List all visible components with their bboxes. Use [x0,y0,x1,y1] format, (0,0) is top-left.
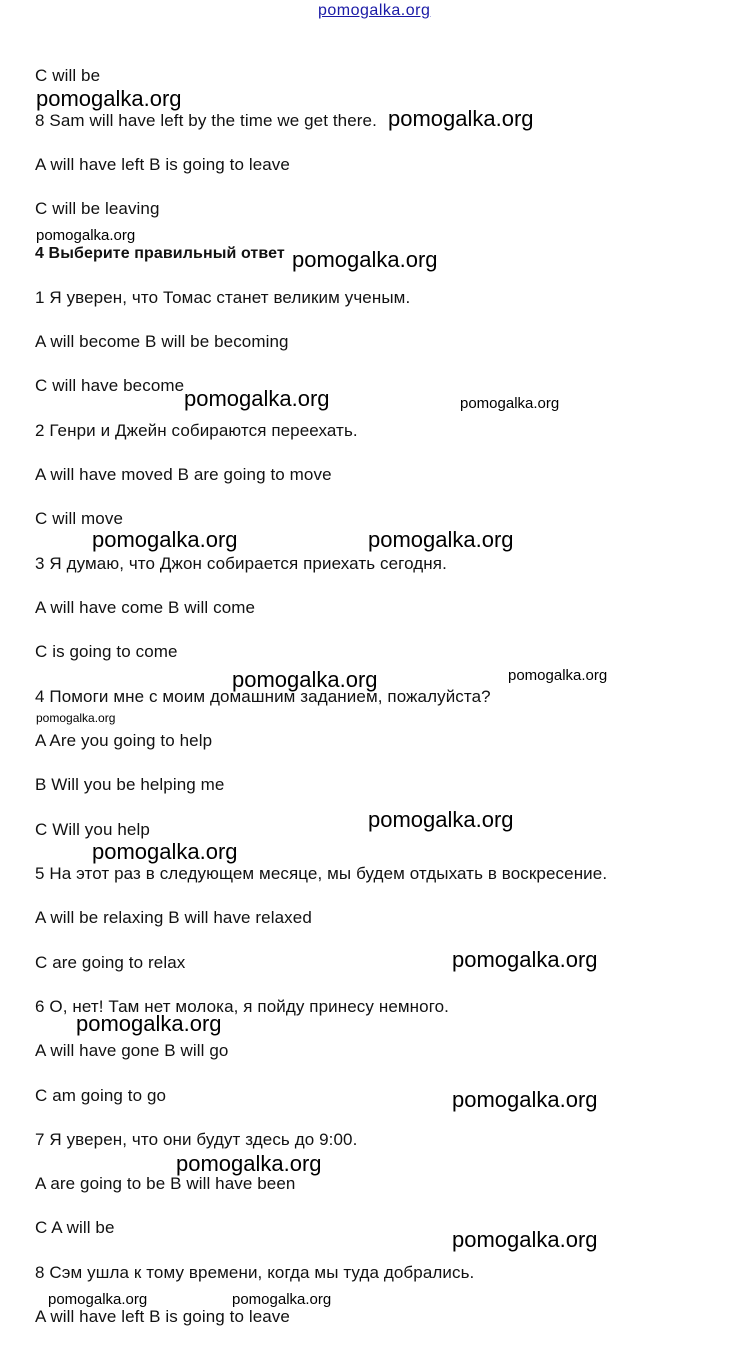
text-line: C will be [35,66,101,85]
watermark: pomogalka.org [452,1227,598,1252]
answer-option: C is going to come [35,642,178,661]
watermark: pomogalka.org [232,667,378,692]
watermark: pomogalka.org [48,1291,148,1308]
answer-option: C will have become [35,376,185,395]
answer-options: A will have left B is going to leave [35,1307,290,1326]
watermark: pomogalka.org [76,1011,222,1036]
answer-option: C am going to go [35,1086,167,1105]
question-7: 7 Я уверен, что они будут здесь до 9:00. [35,1130,358,1149]
watermark: pomogalka.org [92,839,238,864]
answer-options: A will become B will be becoming [35,332,289,351]
watermark: pomogalka.org [36,227,136,244]
answer-option: A Are you going to help [35,731,213,750]
answer-options: A are going to be B will have been [35,1174,296,1193]
watermark: pomogalka.org [368,807,514,832]
question-6: 6 О, нет! Там нет молока, я пойду принесу немного. [35,997,450,1016]
section-heading: 4 Выберите правильный ответ [35,245,285,262]
question-8: 8 Sam will have left by the time we get there. [35,111,377,130]
watermark: pomogalka.org [36,711,116,725]
watermark: pomogalka.org [232,1291,332,1308]
watermark: pomogalka.org [460,395,560,412]
answer-options: A will have come B will come [35,598,256,617]
answer-option: B Will you be helping me [35,775,225,794]
answer-options: A will have left B is going to leave [35,155,290,174]
watermark: pomogalka.org [452,1087,598,1112]
watermark: pomogalka.org [292,247,438,272]
watermark: pomogalka.org [184,386,330,411]
watermark: pomogalka.org [176,1151,322,1176]
answer-option: C Will you help [35,820,150,839]
watermark: pomogalka.org [452,947,598,972]
answer-options: A will be relaxing B will have relaxed [35,908,312,927]
question-5: 5 На этот раз в следующем месяце, мы будем отдыхать в воскресение. [35,864,608,883]
question-8-ru: 8 Сэм ушла к тому времени, когда мы туда добрались. [35,1263,475,1282]
question-1: 1 Я уверен, что Томас станет великим ученым. [35,288,411,307]
watermark: pomogalka.org [508,667,608,684]
watermark-top: pomogalka.org [318,2,431,19]
watermark: pomogalka.org [388,106,534,131]
question-3: 3 Я думаю, что Джон собирается приехать сегодня. [35,554,447,573]
answer-option: C will be leaving [35,199,160,218]
answer-option: C will move [35,509,124,528]
answer-option: C are going to relax [35,953,186,972]
watermark: pomogalka.org [368,527,514,552]
answer-options: A will have moved B are going to move [35,465,332,484]
question-2: 2 Генри и Джейн собираются переехать. [35,421,358,440]
watermark: pomogalka.org [92,527,238,552]
answer-option: C A will be [35,1218,115,1237]
question-4: 4 Помоги мне с моим домашним заданием, пожалуйста? [35,687,491,706]
watermark: pomogalka.org [36,86,182,111]
answer-options: A will have gone B will go [35,1041,229,1060]
